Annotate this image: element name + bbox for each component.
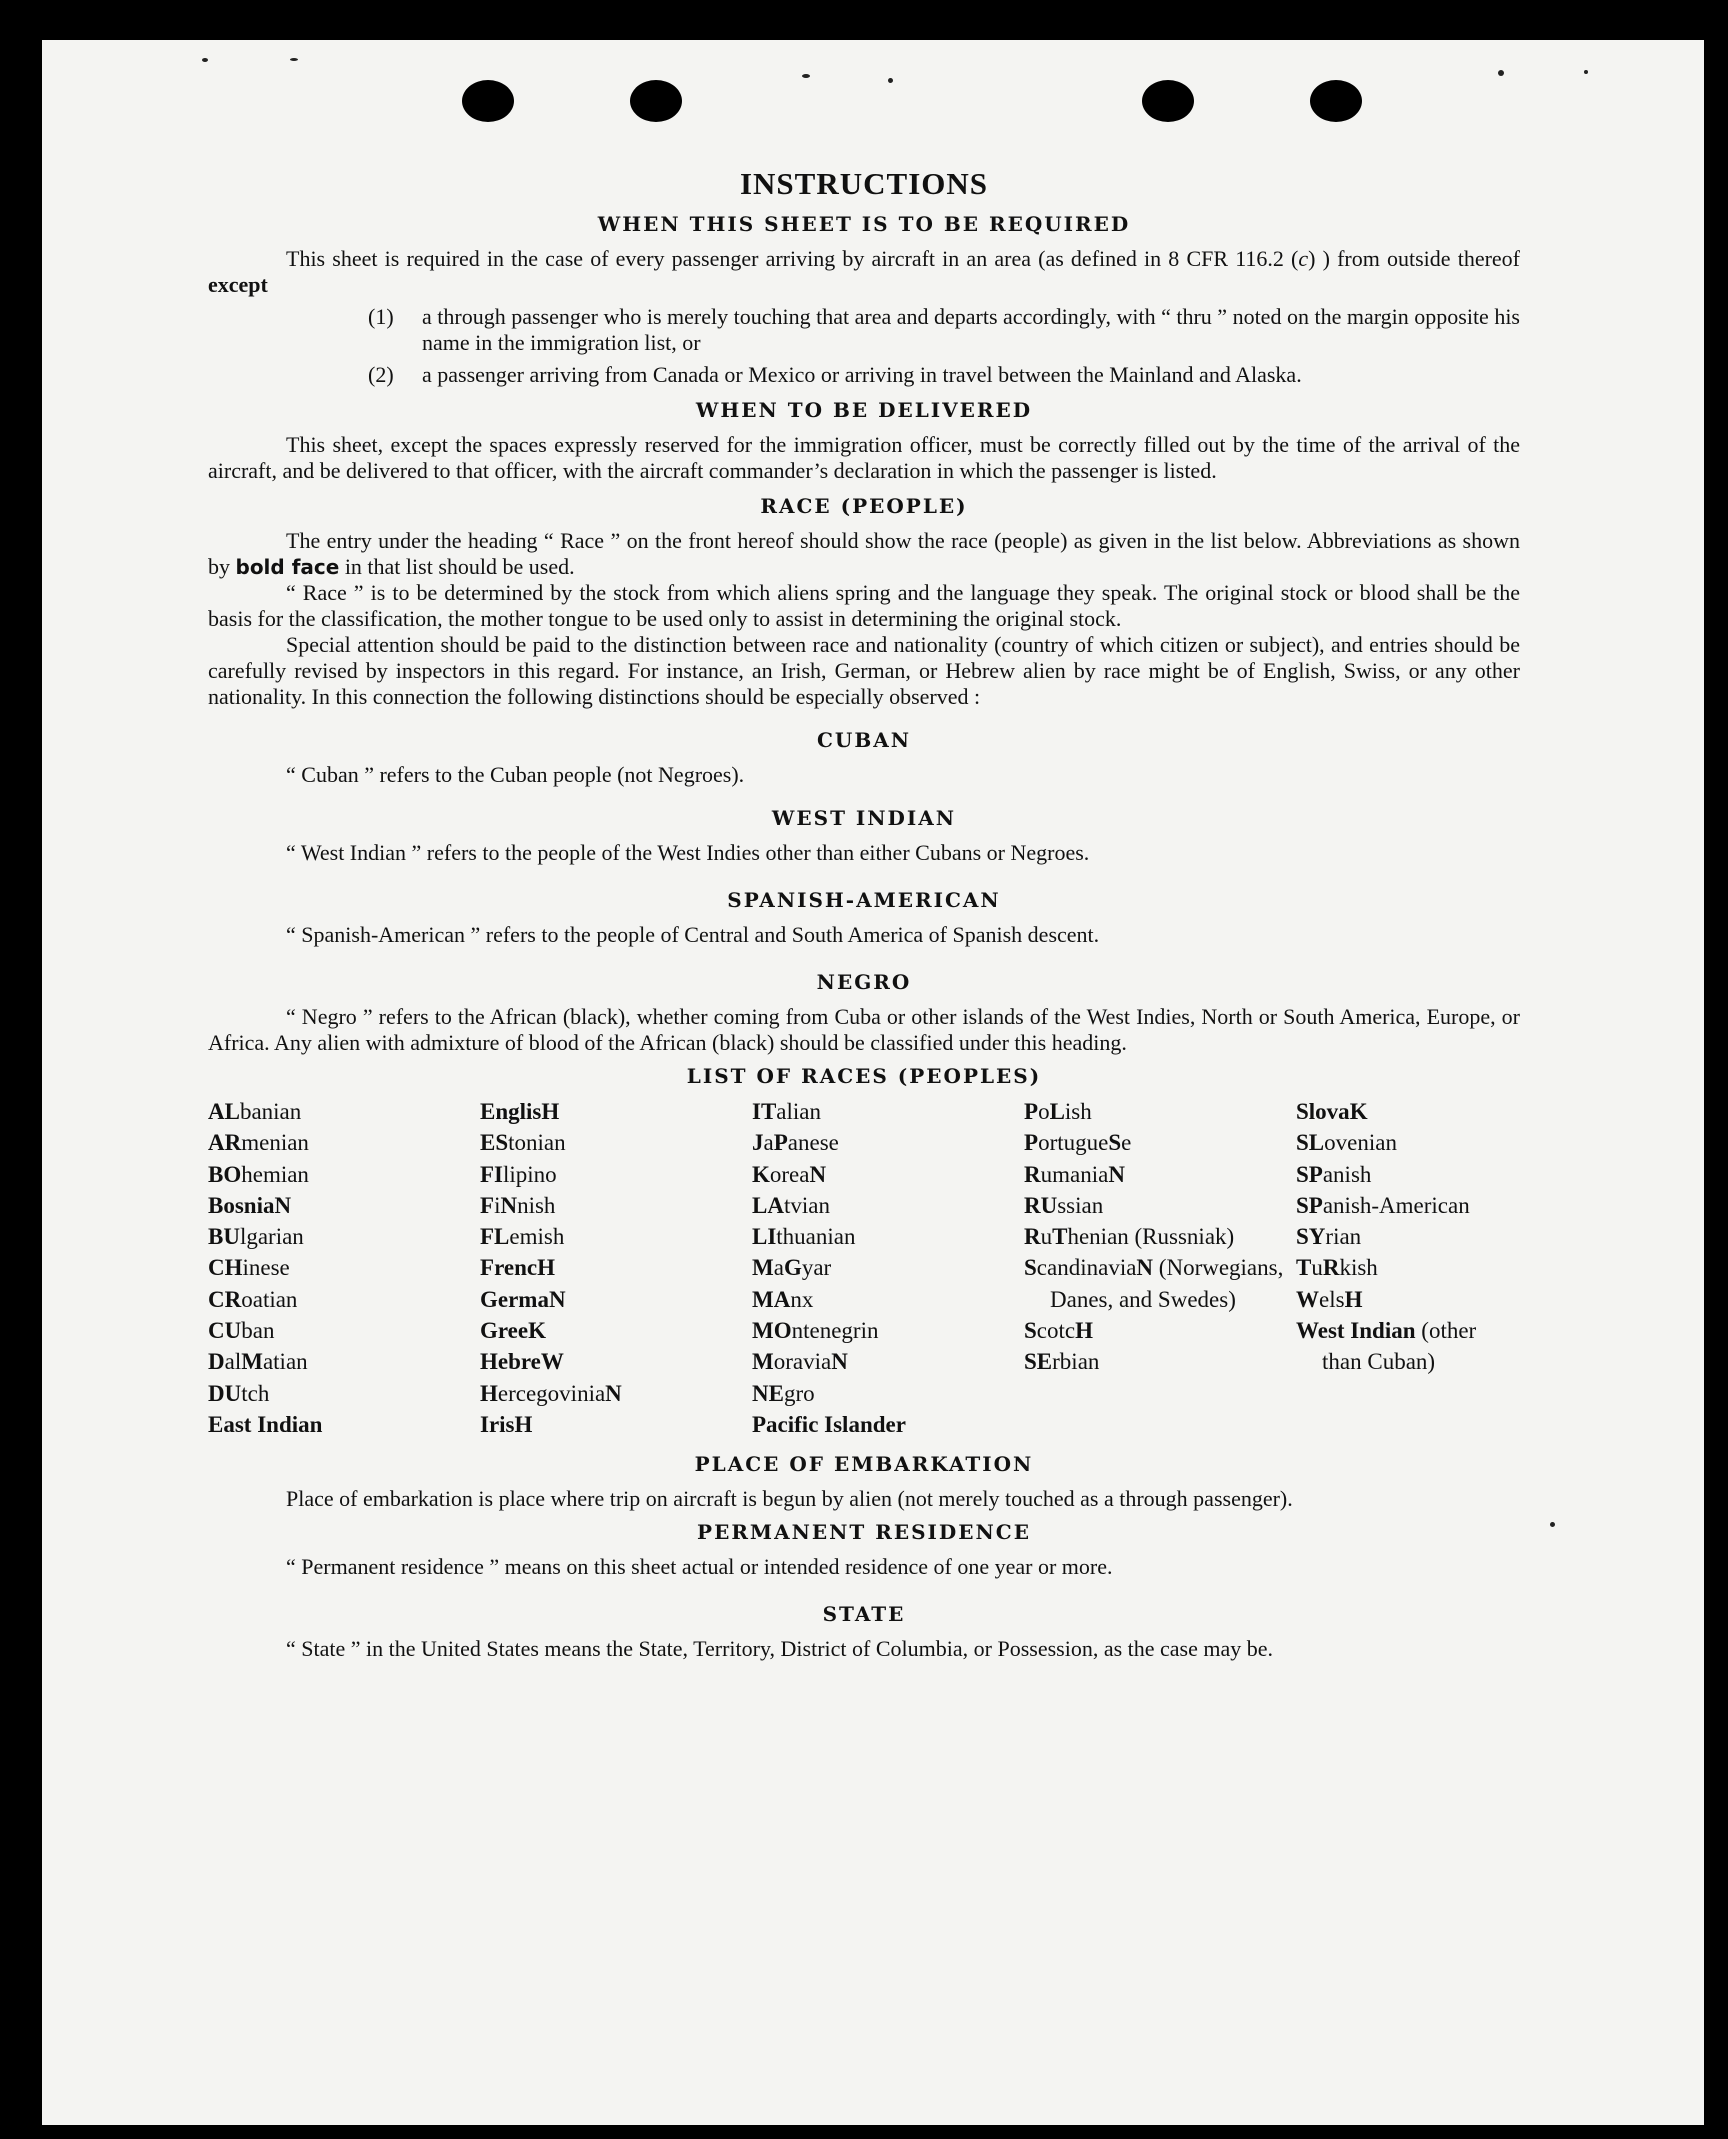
- document-page: [42, 40, 1704, 2125]
- heading-state: STATE: [822, 1602, 906, 1627]
- race-entry: [208, 1221, 480, 1252]
- race-abbrev-bold: AL: [208, 1099, 240, 1124]
- race-abbrev-bold: CH: [208, 1255, 243, 1281]
- exception-item-1: [208, 304, 1520, 356]
- race-text: (Norwegians, Danes, and Swedes): [1050, 1255, 1284, 1312]
- race-text: menian: [241, 1130, 309, 1156]
- race-entry: [1024, 1096, 1296, 1127]
- race-entry: [480, 1315, 752, 1346]
- race-text: thuanian: [776, 1224, 856, 1250]
- item-text: a through passenger who is merely touching that area and departs accordingly, with “ thru ” noted on the margin opposite his name in the immigration list, or: [422, 304, 1520, 355]
- race-abbrev-bold: G: [480, 1318, 498, 1344]
- state-text: “ State ” in the United States means the State, Territory, District of Columbia, or Possession, as the case may be.: [286, 1636, 1274, 1662]
- race-entry: [1296, 1221, 1520, 1252]
- race-text: i: [494, 1192, 501, 1218]
- race-abbrev-bold: S: [1024, 1318, 1037, 1344]
- race-paragraph-1: [208, 528, 1520, 580]
- race-abbrev-bold: M: [752, 1255, 774, 1281]
- race-text: banian: [239, 1099, 302, 1124]
- delivered-text: This sheet, except the spaces expressly reserved for the immigration officer, must be correctly filled out by the time of the arrival of the aircraft, and be delivered to that officer, with the aircraft commander’s declaration in which the passenger is listed.: [208, 432, 1520, 483]
- races-column: [208, 1096, 480, 1440]
- race-text: ssian: [1057, 1192, 1104, 1218]
- race-abbrev-bold: East Indian: [208, 1411, 323, 1437]
- races-column: [1024, 1096, 1296, 1440]
- race-text: u: [1040, 1224, 1053, 1250]
- race-entry: [752, 1346, 1024, 1377]
- heading-list-of-races: LIST OF RACES (PEOPLES): [686, 1064, 1042, 1088]
- race-entry: [752, 1315, 1024, 1346]
- race-text: ish: [1064, 1099, 1092, 1124]
- race-abbrev-bold: K: [1349, 1099, 1368, 1124]
- race-entry: [1296, 1127, 1520, 1158]
- race-text: ntenegrin: [791, 1318, 879, 1344]
- residence-text: “ Permanent residence ” means on this sheet actual or intended residence of one year or more.: [286, 1554, 1113, 1580]
- race-abbrev-bold: T: [1296, 1255, 1312, 1281]
- race-text: emish: [509, 1224, 565, 1250]
- race-entry: [480, 1284, 752, 1315]
- speck: [290, 58, 298, 61]
- race-text: ovenian: [1324, 1130, 1397, 1156]
- race-entry: [208, 1409, 480, 1440]
- race-text: umania: [1040, 1161, 1109, 1187]
- speck: [802, 74, 810, 78]
- race-entry: [752, 1284, 1024, 1315]
- race-text: nish: [517, 1192, 556, 1218]
- race-abbrev-bold: B: [208, 1192, 224, 1218]
- race-entry: [752, 1190, 1024, 1221]
- race-entry: [1296, 1315, 1520, 1378]
- races-list: [208, 1096, 1520, 1440]
- page-title: INSTRUCTIONS: [739, 166, 988, 201]
- race-abbrev-bold: ebre: [497, 1349, 541, 1375]
- speck: [202, 58, 208, 62]
- race-abbrev-bold: W: [1296, 1286, 1319, 1312]
- cuban-text: “ Cuban ” refers to the Cuban people (not Negroes).: [286, 762, 745, 787]
- race-text: alian: [776, 1099, 821, 1124]
- race-text: lipino: [503, 1161, 557, 1187]
- race-entry: [1296, 1252, 1520, 1283]
- text-segment: c: [1298, 246, 1309, 271]
- punch-hole: [1142, 80, 1194, 122]
- race-abbrev-bold: F: [480, 1255, 495, 1281]
- race-abbrev-bold: N: [1136, 1255, 1154, 1281]
- race-text: hemian: [241, 1161, 309, 1187]
- race-abbrev-bold: SY: [1296, 1224, 1326, 1250]
- race-abbrev-bold: H: [1344, 1286, 1363, 1312]
- race-abbrev-bold: R: [1322, 1255, 1340, 1281]
- race-abbrev-bold: MO: [752, 1318, 792, 1344]
- race-abbrev-bold: IT: [752, 1099, 777, 1124]
- race-entry: [480, 1096, 752, 1127]
- west-indian-text: “ West Indian ” refers to the people of the West Indies other than either Cubans or Negroes.: [286, 840, 1090, 865]
- race-entry: [1024, 1346, 1296, 1377]
- races-column: [480, 1096, 752, 1440]
- race-entry: [752, 1378, 1024, 1409]
- text-segment: This sheet is required in the case of every passenger arriving by aircraft in an area (as defined in 8 CFR 116.2 (: [286, 246, 1299, 271]
- race-entry: [1296, 1159, 1520, 1190]
- text-segment: in that list should be used.: [339, 554, 575, 579]
- race-abbrev-bold: L: [1049, 1099, 1065, 1124]
- race-text: rian: [1325, 1224, 1362, 1250]
- race-abbrev-bold: M: [752, 1349, 774, 1375]
- race-abbrev-bold: S: [1024, 1255, 1037, 1281]
- race-entry: [1024, 1190, 1296, 1221]
- race-abbrev-bold: NE: [752, 1380, 784, 1406]
- race-entry: [752, 1252, 1024, 1283]
- race-abbrev-bold: N: [274, 1192, 292, 1218]
- race-entry: [1024, 1127, 1296, 1158]
- race-text: orea: [769, 1161, 810, 1187]
- race-abbrev-bold: I: [480, 1411, 489, 1437]
- race-entry: [208, 1096, 480, 1127]
- race-abbrev-bold: SL: [1296, 1130, 1325, 1156]
- race-text: e: [1121, 1130, 1132, 1156]
- text-segment: ) ) from outside thereof: [1308, 246, 1520, 271]
- race-abbrev-bold: S: [1108, 1130, 1122, 1156]
- race-paragraph-2: “ Race ” is to be determined by the stock from which aliens spring and the language they speak. The original stock or blood shall be the basis for the classification, the mother tongue to be used only to assist in determining the original stock.: [208, 580, 1520, 631]
- race-abbrev-bold: P: [1024, 1130, 1039, 1156]
- race-entry: [208, 1190, 480, 1221]
- heading-spanish-american: SPANISH-AMERICAN: [727, 888, 1001, 912]
- race-entry: [1024, 1252, 1296, 1315]
- speck: [888, 78, 893, 83]
- race-abbrev-bold: P: [1024, 1099, 1039, 1124]
- race-abbrev-bold: SP: [1296, 1161, 1323, 1187]
- race-entry: [208, 1159, 480, 1190]
- race-abbrev-bold: P: [773, 1130, 788, 1156]
- item-text: a passenger arriving from Canada or Mexico or arriving in travel between the Mainland and Alaska.: [422, 362, 1302, 387]
- race-entry: [208, 1252, 480, 1283]
- race-text: atian: [262, 1349, 308, 1375]
- heading-west-indian: WEST INDIAN: [771, 806, 957, 830]
- required-intro: [208, 246, 1520, 298]
- text-segment: The entry under the heading “ Race ” on the front hereof should show the race (people) as given in the list below. Abbreviations as shown by: [208, 528, 1520, 579]
- race-entry: [1296, 1284, 1520, 1315]
- race-entry: [1024, 1159, 1296, 1190]
- race-abbrev-bold: J: [752, 1130, 764, 1156]
- race-text: tvian: [783, 1192, 830, 1218]
- race-abbrev-bold: N: [1108, 1161, 1125, 1187]
- race-abbrev-bold: ES: [480, 1130, 509, 1156]
- race-abbrev-bold: osnia: [223, 1192, 275, 1218]
- race-abbrev-bold: Pacific Islander: [752, 1411, 906, 1437]
- race-abbrev-bold: MA: [752, 1286, 791, 1312]
- spanish-american-text: “ Spanish-American ” refers to the people of Central and South America of Spanish descent.: [286, 922, 1100, 947]
- race-text: ortugue: [1038, 1130, 1109, 1156]
- race-abbrev-bold: E: [480, 1099, 496, 1124]
- race-abbrev-bold: F: [480, 1192, 495, 1218]
- race-abbrev-bold: R: [1024, 1224, 1041, 1250]
- race-text: yar: [801, 1255, 832, 1281]
- race-text: nx: [790, 1286, 814, 1312]
- race-text: (other than Cuban): [1322, 1318, 1477, 1375]
- race-abbrev-bold: H: [541, 1099, 560, 1124]
- race-text: anese: [787, 1130, 839, 1156]
- race-abbrev-bold: N: [500, 1192, 518, 1218]
- race-text: tch: [241, 1380, 270, 1406]
- race-abbrev-bold: G: [480, 1286, 498, 1312]
- race-text: lgarian: [239, 1224, 304, 1250]
- punch-hole: [1310, 80, 1362, 122]
- race-entry: [480, 1159, 752, 1190]
- race-abbrev-bold: ree: [497, 1318, 529, 1344]
- race-abbrev-bold: SP: [1296, 1192, 1323, 1218]
- race-entry: [752, 1127, 1024, 1158]
- race-abbrev-bold: BU: [208, 1224, 240, 1250]
- instructions-body: [208, 166, 1520, 1662]
- speck: [1550, 1522, 1555, 1527]
- race-abbrev-bold: nglis: [495, 1099, 542, 1124]
- race-paragraph-3: Special attention should be paid to the distinction between race and nationality (country of which citizen or subject), and entries should be carefully revised by inspectors in this regard. For instance, an Irish, German, or Hebrew alien by race might be of English, Swiss, or any other nationality. In this connection the following distinctions should be especially observed :: [208, 632, 1520, 709]
- heading-negro: NEGRO: [816, 970, 912, 994]
- race-entry: [480, 1346, 752, 1377]
- race-abbrev-bold: lova: [1308, 1099, 1350, 1124]
- punch-hole: [462, 80, 514, 122]
- heading-permanent-residence: PERMANENT RESIDENCE: [697, 1520, 1031, 1545]
- race-text: anish-American: [1322, 1192, 1470, 1218]
- race-abbrev-bold: RU: [1024, 1192, 1058, 1218]
- race-text: u: [1311, 1255, 1323, 1281]
- race-text: els: [1319, 1286, 1345, 1312]
- race-abbrev-bold: N: [548, 1286, 566, 1312]
- race-abbrev-bold: CR: [208, 1286, 242, 1312]
- race-abbrev-bold: CU: [208, 1318, 242, 1344]
- race-abbrev-bold: est Indian: [1317, 1318, 1416, 1344]
- race-entry: [208, 1378, 480, 1409]
- race-abbrev-bold: FI: [480, 1161, 503, 1187]
- embarkation-text: Place of embarkation is place where trip on aircraft is begun by alien (not merely touched as a through passenger).: [286, 1486, 1293, 1512]
- race-abbrev-bold: G: [783, 1255, 802, 1281]
- race-entry: [208, 1284, 480, 1315]
- races-column: [752, 1096, 1024, 1440]
- race-abbrev-bold: H: [1075, 1318, 1093, 1344]
- race-abbrev-bold: N: [605, 1380, 622, 1406]
- speck: [1584, 70, 1588, 74]
- race-text: a: [773, 1255, 784, 1281]
- race-text: kish: [1339, 1255, 1378, 1281]
- race-text: ban: [241, 1318, 275, 1344]
- race-abbrev-bold: N: [809, 1161, 827, 1187]
- race-text: candinavia: [1036, 1255, 1137, 1281]
- race-abbrev-bold: BO: [208, 1161, 242, 1187]
- heading-cuban: CUBAN: [816, 728, 912, 752]
- race-text: oravia: [773, 1349, 832, 1375]
- race-entry: [752, 1221, 1024, 1252]
- race-text: cotc: [1036, 1318, 1076, 1344]
- race-abbrev-bold: LA: [752, 1192, 784, 1218]
- race-abbrev-bold: H: [480, 1380, 498, 1406]
- race-abbrev-bold: W: [540, 1349, 564, 1375]
- race-abbrev-bold: AR: [208, 1130, 242, 1156]
- race-text: rbian: [1052, 1349, 1100, 1375]
- race-text: al: [224, 1349, 242, 1375]
- race-entry: [208, 1127, 480, 1158]
- race-abbrev-bold: DU: [208, 1380, 242, 1406]
- race-entry: [1024, 1315, 1296, 1346]
- heading-place-of-embarkation: PLACE OF EMBARKATION: [694, 1452, 1034, 1477]
- race-entry: [1296, 1190, 1520, 1221]
- race-entry: [480, 1378, 752, 1409]
- race-abbrev-bold: D: [208, 1349, 225, 1375]
- race-abbrev-bold: erma: [497, 1286, 549, 1312]
- race-text: tonian: [508, 1130, 566, 1156]
- item-number: (1): [368, 304, 394, 329]
- race-entry: [480, 1409, 752, 1440]
- negro-text: “ Negro ” refers to the African (black), whether coming from Cuba or other islands of the West Indies, North or South America, Europe, or Africa. Any alien with admixture of blood of the African (black) should be classified under this heading.: [208, 1004, 1520, 1055]
- race-entry: [480, 1252, 752, 1283]
- race-abbrev-bold: N: [831, 1349, 848, 1375]
- race-abbrev-bold: H: [537, 1255, 555, 1281]
- race-abbrev-bold: K: [752, 1161, 770, 1187]
- race-abbrev-bold: W: [1296, 1318, 1318, 1344]
- race-entry: [480, 1221, 752, 1252]
- race-abbrev-bold: ris: [488, 1411, 515, 1437]
- race-text: gro: [783, 1380, 815, 1406]
- race-entry: [752, 1096, 1024, 1127]
- item-number: (2): [368, 362, 394, 387]
- race-entry: [480, 1190, 752, 1221]
- heading-when-required: WHEN THIS SHEET IS TO BE REQUIRED: [597, 212, 1131, 236]
- race-abbrev-bold: M: [241, 1349, 263, 1375]
- race-entry: [208, 1346, 480, 1377]
- race-abbrev-bold: SE: [1024, 1349, 1053, 1375]
- race-abbrev-bold: FL: [480, 1224, 510, 1250]
- race-text: ercegovinia: [497, 1380, 606, 1406]
- race-text: anish: [1322, 1161, 1372, 1187]
- race-abbrev-bold: H: [480, 1349, 498, 1375]
- races-column: [1296, 1096, 1520, 1440]
- race-abbrev-bold: R: [1024, 1161, 1041, 1187]
- heading-race: RACE (PEOPLE): [760, 494, 968, 518]
- race-text: o: [1038, 1099, 1050, 1124]
- exception-item-2: [208, 362, 1520, 388]
- race-entry: [1024, 1221, 1296, 1252]
- text-segment-bold: except: [208, 272, 268, 297]
- race-abbrev-bold: T: [1052, 1224, 1068, 1250]
- race-text: henian (Russniak): [1067, 1224, 1235, 1250]
- race-abbrev-bold: H: [514, 1411, 533, 1437]
- race-text: inese: [242, 1255, 290, 1281]
- race-abbrev-bold: S: [1296, 1099, 1309, 1124]
- race-text: a: [763, 1130, 774, 1156]
- punch-hole: [630, 80, 682, 122]
- race-entry: [752, 1409, 1024, 1440]
- heading-when-delivered: WHEN TO BE DELIVERED: [695, 398, 1033, 422]
- race-abbrev-bold: LI: [752, 1224, 777, 1250]
- text-segment-bold: bold face: [235, 555, 340, 579]
- race-text: oatian: [241, 1286, 298, 1312]
- speck: [1498, 70, 1504, 76]
- race-entry: [208, 1315, 480, 1346]
- race-entry: [752, 1159, 1024, 1190]
- race-abbrev-bold: renc: [494, 1255, 538, 1281]
- race-entry: [480, 1127, 752, 1158]
- race-abbrev-bold: K: [528, 1318, 546, 1344]
- race-entry: [1296, 1096, 1520, 1127]
